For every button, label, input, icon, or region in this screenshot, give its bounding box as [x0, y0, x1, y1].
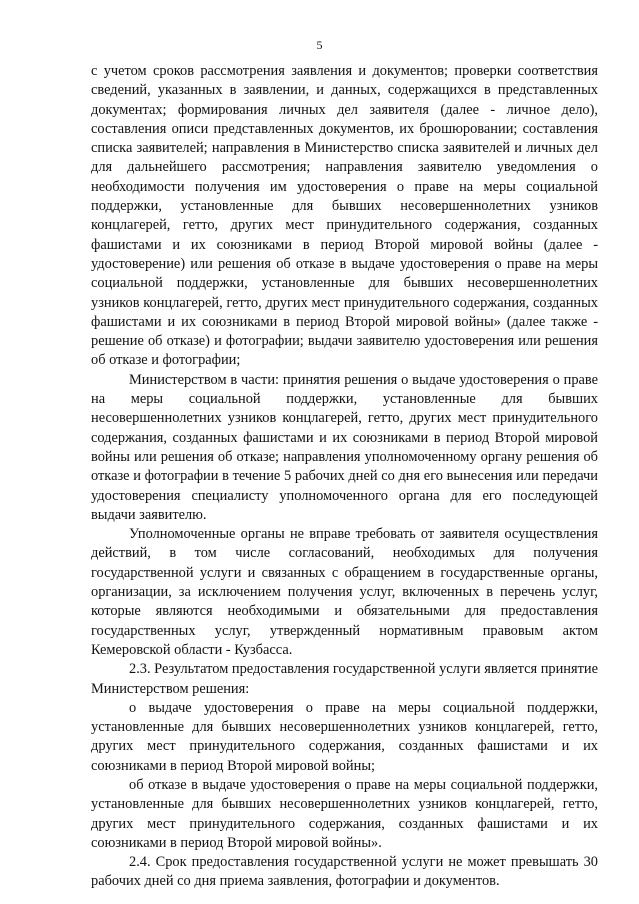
paragraph-section-2-4: 2.4. Срок предоставления государственной услуги не может превышать 30 рабочих дней со дня приема заявления, фотографии и документов.	[91, 854, 598, 890]
paragraph-refusal: об отказе в выдаче удостоверения о праве на меры социальной поддержки, установленные для бывших несовершеннолетних узников концлагерей, гетто, других мест принудительного содержания, созданных фашистами и их союзниками в период Второй мировой войны».	[91, 776, 598, 851]
paragraph-section-2-3: 2.3. Результатом предоставления государственной услуги является принятие Министерством решения:	[91, 661, 599, 697]
paragraph-issue-certificate: о выдаче удостоверения о праве на меры социальной поддержки, установленные для бывших несовершеннолетних узников концлагерей, гетто, других мест принудительного содержания, созданных фашистами и их союзниками в период Второй мировой войны;	[91, 699, 598, 774]
paragraph-authorized-bodies: Уполномоченные органы не вправе требовать от заявителя осуществления действий, в том числе согласований, необходимых для получения государственной услуги и связанных с обращением в государственные органы, организации, за исключением получения услуг, включенных в перечень услуг, которые являются необходимыми и обязательными для предоставления государственных услуг, утвержденный нормативным правовым актом Кемеровской области - Кузбасса.	[91, 526, 598, 658]
document-body	[91, 62, 598, 892]
paragraph-duties-continuation: с учетом сроков рассмотрения заявления и документов; проверки соответствия сведений, указанных в заявлении, и данных, содержащихся в представленных документах; формирования личных дел заявителя (далее - личное дело), составления описи представленных документов, их брошюровании; составления списка заявителей; направления в Министерство списка заявителей и личных дел для дальнейшего рассмотрения; направления заявителю уведомления о необходимости получения им удостоверения о праве на меры социальной поддержки, установленные для бывших несовершеннолетних узников концлагерей, гетто, других мест принудительного содержания, созданных фашистами и их союзниками в период Второй мировой войны (далее - удостоверение) или решения об отказе в выдаче удостоверения о праве на меры социальной поддержки, установленные для бывших несовершеннолетних узников концлагерей, гетто, других мест принудительного содержания, созданных фашистами и их союзниками в период Второй мировой войны» (далее также - решение об отказе) и фотографии; выдачи заявителю удостоверения или решения об отказе и фотографии;	[91, 63, 598, 369]
page-number: 5	[316, 38, 323, 52]
paragraph-ministry-duties: Министерством в части: принятия решения о выдаче удостоверения о праве на меры социальной поддержки, установленные для бывших несовершеннолетних узников концлагерей, гетто, других мест принудительного содержания, созданных фашистами и их союзниками в период Второй мировой войны или решения об отказе; направления уполномоченному органу решения об отказе и фотографии в течение 5 рабочих дней со дня его вынесения или передачи удостоверения специалисту уполномоченного органа для его последующей выдачи заявителю.	[91, 371, 598, 523]
